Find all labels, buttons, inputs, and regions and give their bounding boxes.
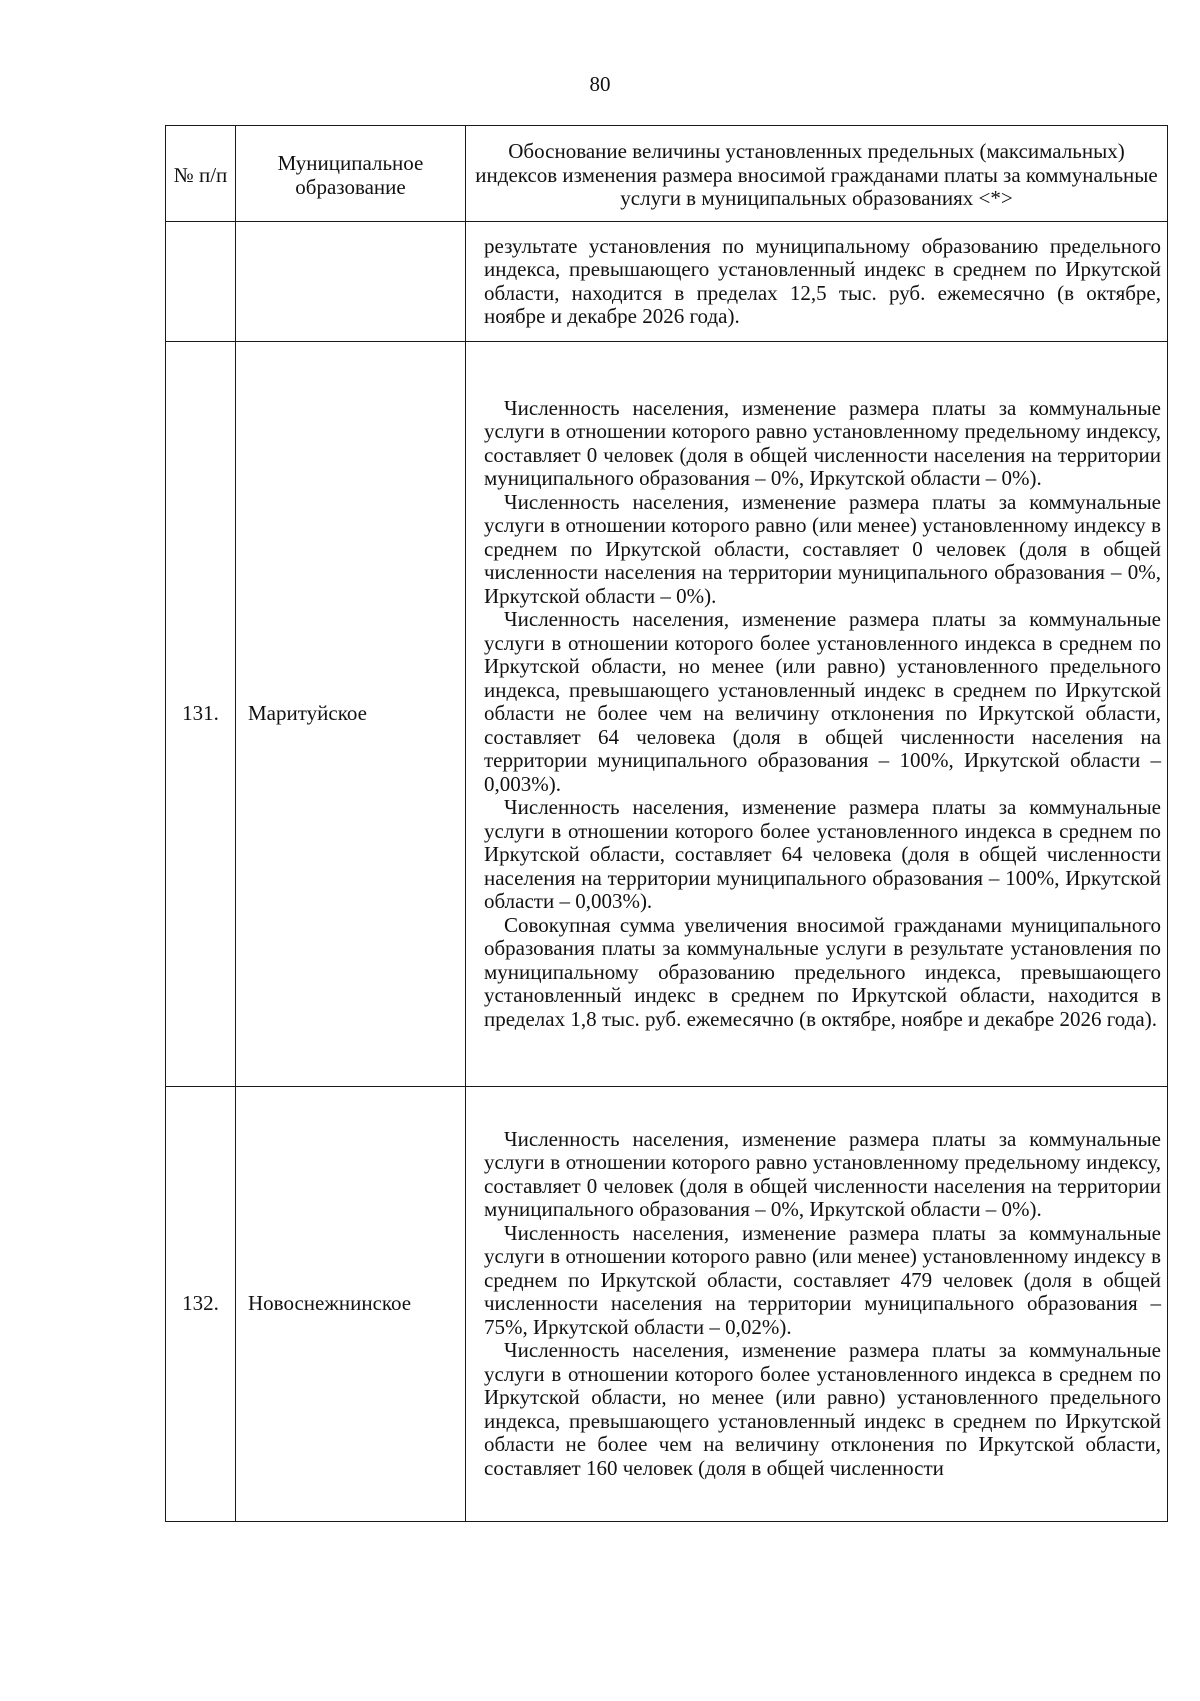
- table-header-row: [166, 126, 1168, 222]
- header-municipality: Муниципальное образование: [236, 126, 466, 222]
- header-num: № п/п: [166, 126, 236, 222]
- table-row-continuation: [166, 222, 1168, 342]
- justification-paragraph: Численность населения, изменение размера платы за коммунальные услуги в отношении которого более установленного индекса в среднем по Иркутской области, составляет 64 человека (доля в общей численности населения на территории муниципального образования – 100%, Иркутской области – 0,003%).: [484, 795, 1161, 914]
- row-num: 131.: [166, 342, 236, 1087]
- row-justification: [466, 342, 1168, 1087]
- row-municipality: [236, 222, 466, 342]
- row-num: [166, 222, 236, 342]
- page-number: 80: [589, 72, 611, 96]
- justification-paragraph: Численность населения, изменение размера платы за коммунальные услуги в отношении которого равно установленному предельному индексу, составляет 0 человек (доля в общей численности населения на территории муниципального образования – 0%, Иркутской области – 0%).: [484, 395, 1161, 491]
- justification-paragraph: Совокупная сумма увеличения вносимой гражданами муниципального образования платы за коммунальные услуги в результате установления по муниципальному образованию предельного индекса, превышающего установленный индекс в среднем по Иркутской области, находится в пределах 1,8 тыс. руб. ежемесячно (в октябре, ноябре и декабре 2026 года).: [484, 912, 1161, 1031]
- justification-paragraph: Численность населения, изменение размера платы за коммунальные услуги в отношении которого более установленного индекса в среднем по Иркутской области, но менее (или равно) установленного предельного индекса, превышающего установленный индекс в среднем по Иркутской области не более чем на величину отклонения по Иркутской области, составляет 64 человека (доля в общей численности населения на территории муниципального образования – 100%, Иркутской области – 0,003%).: [484, 607, 1161, 796]
- justification-paragraph: результате установления по муниципальному образованию предельного индекса, превышающего установленный индекс в среднем по Иркутской области, находится в пределах 12,5 тыс. руб. ежемесячно (в октябре, ноябре и декабре 2026 года).: [484, 233, 1161, 328]
- justification-paragraph: Численность населения, изменение размера платы за коммунальные услуги в отношении которого более установленного индекса в среднем по Иркутской области, но менее (или равно) установленного предельного индекса, превышающего установленный индекс в среднем по Иркутской области не более чем на величину отклонения по Иркутской области, составляет 160 человек (доля в общей численности: [484, 1338, 1161, 1480]
- row-municipality: Маритуйское: [236, 342, 466, 1087]
- justification-paragraph: Численность населения, изменение размера платы за коммунальные услуги в отношении которого равно установленному предельному индексу, составляет 0 человек (доля в общей численности населения на территории муниципального образования – 0%, Иркутской области – 0%).: [484, 1126, 1161, 1222]
- justification-table: [165, 125, 1168, 1522]
- row-num: 132.: [166, 1087, 236, 1522]
- table-row-132: [166, 1087, 1168, 1522]
- row-municipality: Новоснежнинское: [236, 1087, 466, 1522]
- justification-paragraph: Численность населения, изменение размера платы за коммунальные услуги в отношении которого равно (или менее) установленному индексу в среднем по Иркутской области, составляет 0 человек (доля в общей численности населения на территории муниципального образования – 0%, Иркутской области – 0%).: [484, 489, 1161, 608]
- row-justification: [466, 1087, 1168, 1522]
- justification-paragraph: Численность населения, изменение размера платы за коммунальные услуги в отношении которого равно (или менее) установленному индексу в среднем по Иркутской области, составляет 479 человек (доля в общей численности населения на территории муниципального образования – 75%, Иркутской области – 0,02%).: [484, 1220, 1161, 1339]
- table-row-131: [166, 342, 1168, 1087]
- header-justification: Обоснование величины установленных предельных (максимальных) индексов изменения размера вносимой гражданами платы за коммунальные услуги в муниципальных образованиях <*>: [466, 126, 1168, 222]
- row-justification: [466, 222, 1168, 342]
